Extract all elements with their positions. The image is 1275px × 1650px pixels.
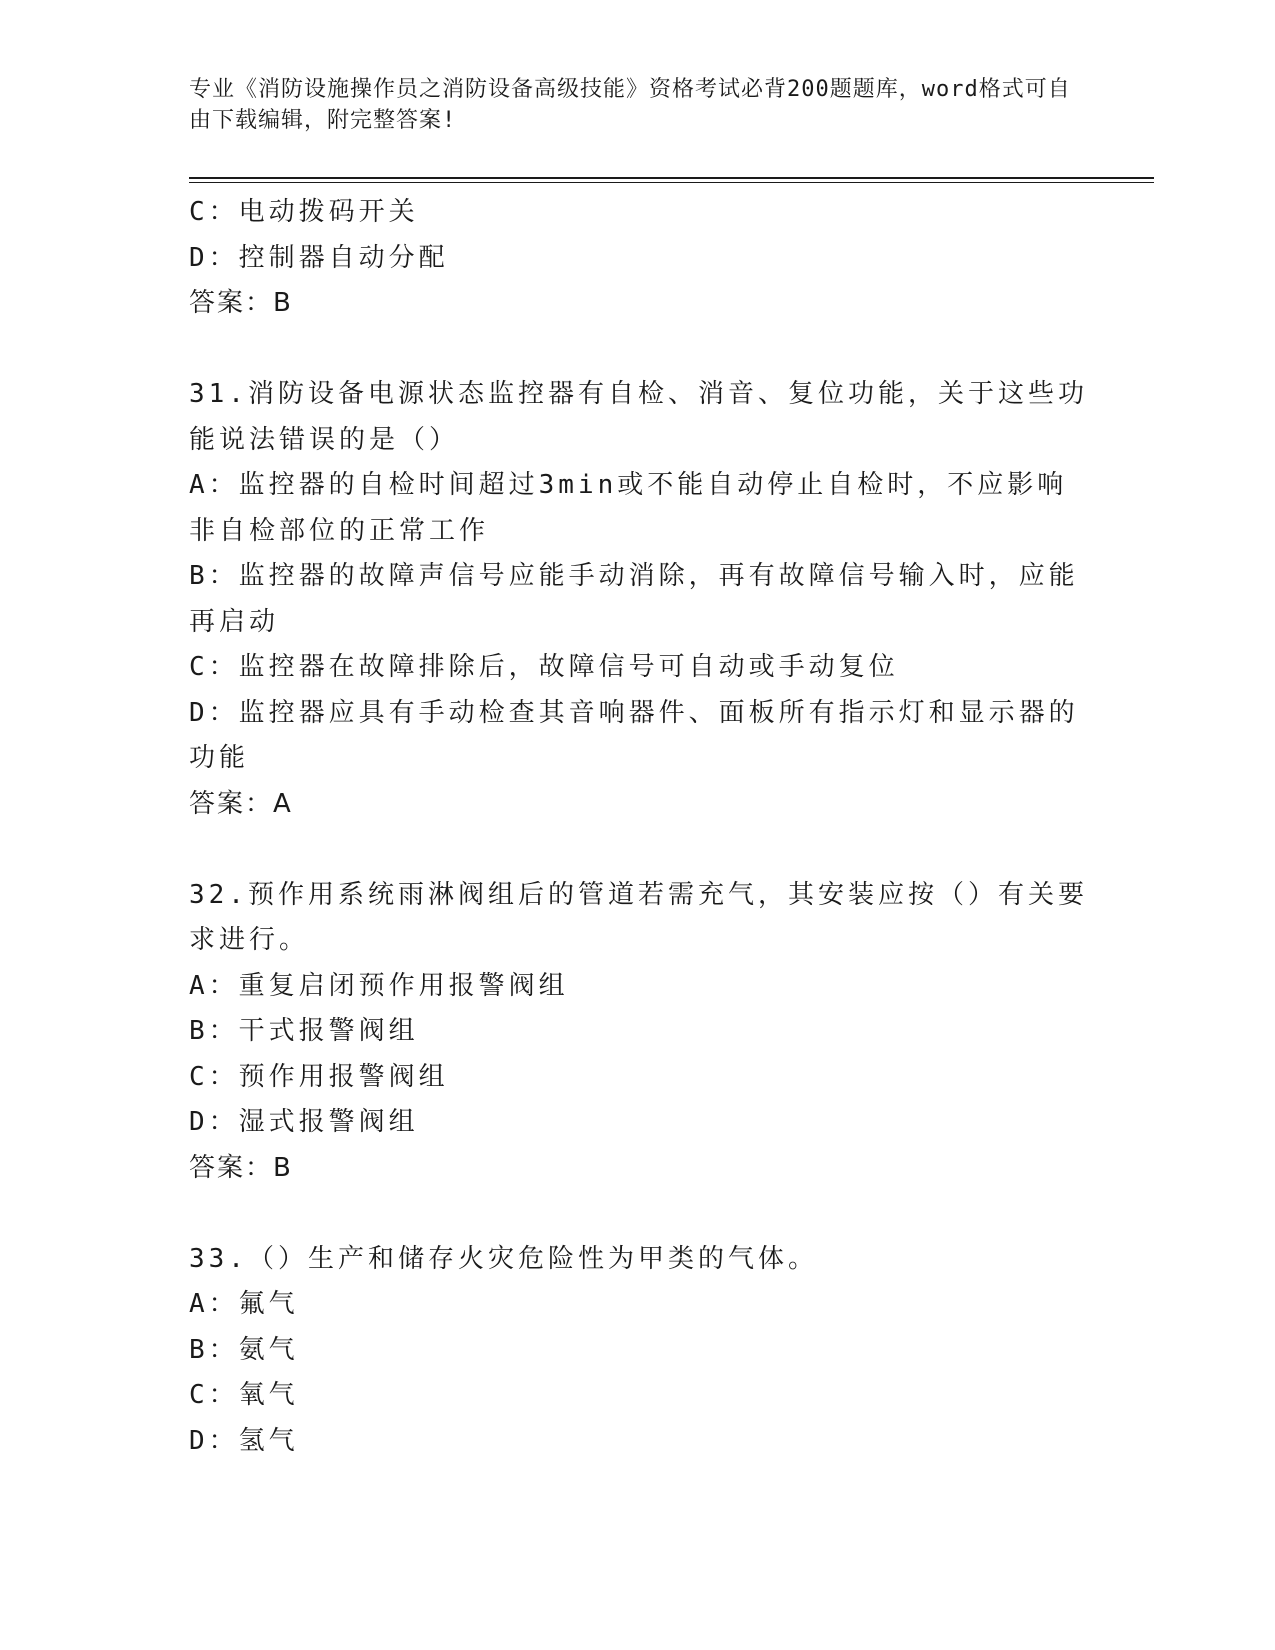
question-stem: 32.预作用系统雨淋阀组后的管道若需充气，其安装应按（）有关要求进行。 [189, 879, 1088, 955]
option-a: A：氟气 [189, 1289, 299, 1319]
question-32 [189, 873, 1089, 1192]
option-c: C：氧气 [189, 1380, 299, 1410]
option-c: C：预作用报警阀组 [189, 1061, 449, 1092]
question-stem: 31.消防设备电源状态监控器有自检、消音、复位功能，关于这些功能说法错误的是（） [189, 379, 1088, 455]
document-header: 专业《消防设施操作员之消防设备高级技能》资格考试必背200题题库，word格式可自由下载编辑，附完整答案! [189, 77, 1071, 133]
option-b: B：氨气 [189, 1334, 299, 1365]
spacer [189, 827, 1089, 873]
answer-line: 答案：B [189, 288, 293, 318]
option-b: B：干式报警阀组 [189, 1016, 419, 1046]
option-d: D：监控器应具有手动检查其音响器件、面板所有指示灯和显示器的功能 [189, 697, 1079, 773]
question-30-tail [189, 190, 1089, 327]
option-c: C：电动拨码开关 [189, 197, 419, 227]
answer-line: 答案：B [189, 1152, 293, 1183]
option-c: C：监控器在故障排除后，故障信号可自动或手动复位 [189, 652, 899, 682]
question-31 [189, 372, 1089, 827]
option-b: B：监控器的故障声信号应能手动消除，再有故障信号输入时，应能再启动 [189, 561, 1079, 637]
spacer [189, 327, 1089, 373]
question-33 [189, 1237, 1089, 1465]
answer-line: 答案：A [189, 788, 293, 819]
header-divider-thick [189, 177, 1154, 179]
option-d: D：湿式报警阀组 [189, 1107, 419, 1137]
question-stem: 33.（）生产和储存火灾危险性为甲类的气体。 [189, 1243, 818, 1274]
option-a: A：监控器的自检时间超过3min或不能自动停止自检时，不应影响非自检部位的正常工作 [189, 470, 1068, 546]
spacer [189, 1191, 1089, 1237]
option-d: D：控制器自动分配 [189, 242, 449, 273]
question-list [189, 190, 1089, 1464]
header-divider-thin [189, 182, 1154, 183]
option-a: A：重复启闭预作用报警阀组 [189, 970, 569, 1001]
option-d: D：氢气 [189, 1425, 299, 1456]
